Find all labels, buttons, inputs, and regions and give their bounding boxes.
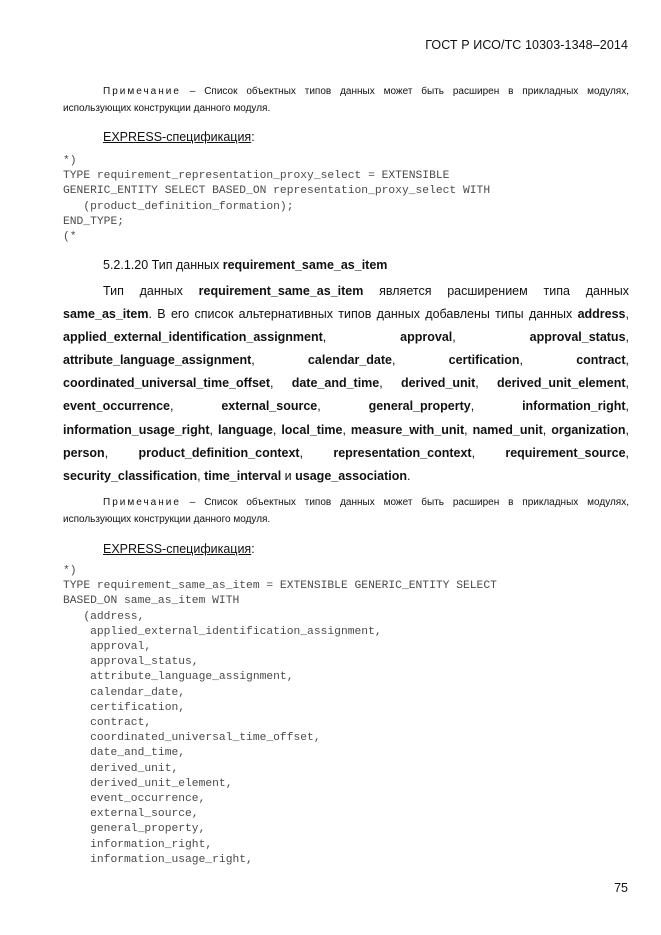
type-name-item: certification [448, 353, 520, 368]
code-2-line: general_property, [90, 823, 206, 836]
code-2-line: applied_external_identification_assignment, [90, 625, 382, 638]
type-name-item: contract [576, 353, 626, 368]
type-name-item: coordinated_universal_time_offset [63, 376, 271, 391]
code-1-line: *) [63, 155, 77, 167]
type-name-item: derived_unit_element [496, 376, 626, 391]
type-name-item: named_unit [472, 422, 543, 437]
section-title-prefix: Тип данных [148, 258, 223, 272]
code-2-line: event_occurrence, [90, 793, 206, 806]
type-name-item: language [218, 422, 273, 437]
code-2-line: coordinated_universal_time_offset, [90, 732, 321, 745]
code-2-line: *) [63, 565, 77, 577]
type-name-item: address [577, 307, 626, 322]
code-2-line: information_right, [90, 838, 213, 851]
express-spec-2-colon: : [251, 542, 255, 556]
para-middle: является расширением типа данных [363, 284, 629, 298]
section-heading [103, 258, 387, 272]
type-name-item: date_and_time [291, 376, 380, 391]
type-name-item: security_classification [63, 468, 198, 483]
code-2-line: certification, [90, 701, 186, 714]
type-name-item: attribute_language_assignment [63, 353, 252, 368]
code-2-line: calendar_date, [90, 686, 186, 699]
type-name-item: organization [551, 422, 626, 437]
code-2-line: external_source, [90, 808, 199, 821]
type-name-item: applied_external_identification_assignment [63, 330, 323, 345]
type-name-item: information_right [522, 399, 626, 414]
type-name-item: external_source [221, 399, 318, 414]
type-name-item: approval [400, 330, 453, 345]
note-2 [63, 494, 629, 528]
paragraph-end: . [407, 468, 411, 483]
type-name-item: product_definition_context [138, 445, 300, 460]
para-after: . В его список альтернативных типов данных добавлены типы данных [148, 307, 578, 322]
express-spec-label-1 [103, 130, 255, 144]
type-name-item: event_occurrence [63, 399, 171, 414]
note-2-dash: – [180, 497, 205, 508]
express-code-block-2 [63, 564, 497, 868]
express-spec-1-text: EXPRESS-спецификация [103, 130, 252, 144]
express-spec-1-colon: : [251, 130, 255, 144]
code-2-line: date_and_time, [90, 747, 186, 760]
code-2-line: (address, [83, 610, 145, 623]
type-name-item: measure_with_unit [350, 422, 465, 437]
note-2-text: Список объектных типов данных может быть расширен в прикладных модулях, использующих конструкции данного модуля. [63, 497, 629, 525]
type-name-item: representation_context [333, 445, 472, 460]
note-2-label: Примечание [103, 497, 181, 508]
note-1-text: Список объектных типов данных может быть расширен в прикладных модулях, использующих конструкции данного модуля. [63, 86, 629, 114]
code-1-line: (product_definition_formation); [83, 200, 294, 213]
type-name-item: derived_unit [400, 376, 476, 391]
code-1-line: GENERIC_ENTITY SELECT BASED_ON representation_proxy_select WITH [63, 185, 491, 198]
standard-header: ГОСТ Р ИСО/ТС 10303-1348–2014 [425, 38, 628, 52]
express-spec-label-2 [103, 542, 255, 556]
conjunction: и [284, 468, 292, 483]
section-title-name: requirement_same_as_item [222, 258, 388, 272]
body-paragraph [63, 280, 629, 488]
type-name-item: usage_association [295, 468, 407, 483]
para-type-name: requirement_same_as_item [198, 284, 364, 298]
para-base-a: same_ [63, 307, 102, 322]
code-2-line: derived_unit, [90, 762, 179, 775]
note-1-label: Примечание [103, 86, 181, 97]
type-name-item: information_usage_right [63, 422, 210, 437]
code-2-line: approval_status, [90, 656, 199, 669]
code-2-line: information_usage_right, [63, 853, 253, 866]
code-2-line: TYPE requirement_same_as_item = EXTENSIBLE GENERIC_ENTITY SELECT [63, 580, 497, 593]
type-name-item: time_interval [204, 468, 282, 483]
code-2-line: BASED_ON same_as_item WITH [63, 595, 240, 608]
note-1-dash: – [180, 86, 205, 97]
para-base-b: as_item [101, 307, 149, 322]
para-type-list: address, applied_external_identification_assignment, approval, approval_status, attribute_language_assignment, calendar_date, certification, contract, coordinated_universal_time_offset, date_and_time, derived_unit, derived_unit_element, event_occurrence, external_source, general_property, information_right, information_usage_right, language, local_time, measure_with_unit, named_unit, organization, person, product_definition_context, representation_context, requirement_source, security_classification, time_interval и usage_association. [63, 307, 630, 483]
code-1-line: END_TYPE; [63, 215, 125, 228]
type-name-item: calendar_date [307, 353, 392, 368]
note-1 [63, 83, 629, 117]
code-1-line: TYPE requirement_representation_proxy_select = EXTENSIBLE [63, 170, 450, 183]
type-name-item: person [63, 445, 105, 460]
type-name-item: approval_status [529, 330, 626, 345]
page-number: 75 [614, 881, 628, 895]
type-name-item: general_property [368, 399, 471, 414]
code-2-line: derived_unit_element, [90, 777, 233, 790]
express-spec-2-text: EXPRESS-спецификация [103, 542, 252, 556]
code-1-line: (* [63, 231, 77, 244]
express-code-block-1 [63, 154, 490, 245]
code-2-line: contract, [90, 717, 152, 730]
type-name-item: local_time [281, 422, 343, 437]
code-2-line: approval, [90, 641, 152, 654]
code-2-line: attribute_language_assignment, [90, 671, 294, 684]
section-number: 5.2.1.20 [103, 258, 149, 272]
para-lead: Тип данных [103, 284, 199, 298]
type-name-item: requirement_source [505, 445, 626, 460]
